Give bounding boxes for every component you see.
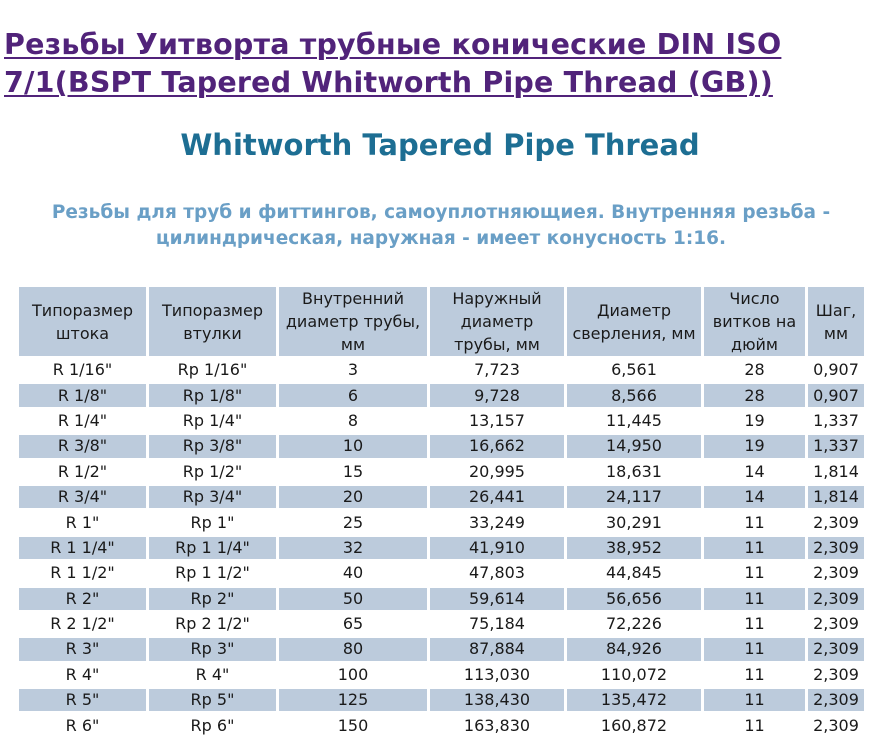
cell-drill-diameter: 160,872 — [600, 715, 668, 735]
table-row — [19, 638, 864, 660]
cell-outer-diameter: 87,884 — [430, 638, 564, 660]
cell-sleeve-size: Rp 1" — [190, 512, 235, 532]
cell-drill-diameter: 44,845 — [606, 563, 662, 583]
cell-outer-diameter: 41,910 — [430, 537, 564, 559]
cell-threads-per-inch: 11 — [744, 614, 765, 634]
cell-rod-size: R 3/8" — [19, 435, 146, 457]
cell-sleeve-size: Rp 3" — [149, 638, 276, 660]
cell-sleeve-size: Rp 5" — [149, 689, 276, 711]
cell-drill-diameter: 110,072 — [600, 664, 668, 684]
header-pitch: Шаг, мм — [808, 287, 864, 356]
cell-outer-diameter: 13,157 — [469, 410, 525, 430]
cell-rod-size: R 2" — [19, 588, 146, 610]
cell-inner-diameter: 10 — [279, 435, 427, 457]
cell-threads-per-inch: 19 — [744, 410, 765, 430]
table-row — [19, 714, 864, 736]
cell-rod-size: R 1/8" — [19, 384, 146, 406]
table-row — [19, 384, 864, 406]
cell-pitch: 2,309 — [813, 715, 859, 735]
cell-sleeve-size: Rp 2 1/2" — [175, 614, 250, 634]
cell-sleeve-size: Rp 1/8" — [149, 384, 276, 406]
cell-pitch: 2,309 — [813, 664, 859, 684]
table-row — [19, 511, 864, 533]
header-row — [19, 287, 864, 356]
table-row — [19, 689, 864, 711]
cell-outer-diameter: 16,662 — [430, 435, 564, 457]
cell-rod-size: R 2 1/2" — [50, 614, 115, 634]
cell-outer-diameter: 20,995 — [469, 461, 525, 481]
cell-sleeve-size: Rp 3/4" — [149, 486, 276, 508]
cell-outer-diameter: 47,803 — [469, 563, 525, 583]
cell-drill-diameter: 6,561 — [611, 360, 657, 380]
cell-inner-diameter: 50 — [279, 588, 427, 610]
cell-inner-diameter: 8 — [347, 410, 359, 430]
cell-sleeve-size: Rp 1 1/4" — [149, 537, 276, 559]
cell-outer-diameter: 59,614 — [430, 588, 564, 610]
cell-threads-per-inch: 11 — [744, 664, 765, 684]
cell-pitch: 1,337 — [813, 410, 859, 430]
table-row — [19, 410, 864, 432]
table-row — [19, 486, 864, 508]
header-threads-per-inch: Число витков на дюйм — [704, 287, 805, 356]
cell-rod-size: R 5" — [19, 689, 146, 711]
cell-inner-diameter: 25 — [342, 512, 364, 532]
cell-pitch: 2,309 — [808, 588, 864, 610]
cell-inner-diameter: 80 — [279, 638, 427, 660]
cell-pitch: 2,309 — [808, 689, 864, 711]
cell-threads-per-inch: 19 — [704, 435, 805, 457]
cell-inner-diameter: 150 — [337, 715, 369, 735]
cell-rod-size: R 1/2" — [57, 461, 108, 481]
thread-spec-table — [16, 284, 867, 740]
cell-drill-diameter: 135,472 — [567, 689, 701, 711]
cell-sleeve-size: Rp 6" — [190, 715, 235, 735]
cell-outer-diameter: 138,430 — [430, 689, 564, 711]
cell-threads-per-inch: 28 — [704, 384, 805, 406]
cell-threads-per-inch: 14 — [704, 486, 805, 508]
page-title[interactable]: Резьбы Уитворта трубные конические DIN ISO 7/1(BSPT Tapered Whitworth Pipe Thread (GB)) — [4, 28, 782, 99]
cell-rod-size: R 4" — [65, 664, 100, 684]
cell-threads-per-inch: 14 — [744, 461, 765, 481]
cell-inner-diameter: 15 — [342, 461, 364, 481]
cell-rod-size: R 1/16" — [52, 360, 113, 380]
cell-inner-diameter: 125 — [279, 689, 427, 711]
cell-rod-size: R 1 1/2" — [50, 563, 115, 583]
cell-threads-per-inch: 11 — [704, 689, 805, 711]
cell-threads-per-inch: 11 — [704, 588, 805, 610]
cell-drill-diameter: 30,291 — [606, 512, 662, 532]
cell-threads-per-inch: 11 — [744, 512, 765, 532]
cell-pitch: 2,309 — [808, 537, 864, 559]
cell-sleeve-size: Rp 2" — [149, 588, 276, 610]
cell-threads-per-inch: 11 — [704, 638, 805, 660]
table-row — [19, 562, 864, 584]
cell-drill-diameter: 56,656 — [567, 588, 701, 610]
cell-outer-diameter: 26,441 — [430, 486, 564, 508]
cell-drill-diameter: 8,566 — [567, 384, 701, 406]
cell-inner-diameter: 65 — [342, 614, 364, 634]
cell-pitch: 2,309 — [808, 638, 864, 660]
cell-threads-per-inch: 11 — [744, 715, 765, 735]
cell-threads-per-inch: 11 — [704, 537, 805, 559]
header-sleeve-size: Типоразмер втулки — [149, 287, 276, 356]
page-description: Резьбы для труб и фиттингов, самоуплотняющиея. Внутренняя резьба - цилиндрическая, наружная - имеет конусность 1:16. — [51, 202, 831, 249]
cell-outer-diameter: 75,184 — [469, 614, 525, 634]
table-row — [19, 613, 864, 635]
cell-sleeve-size: Rp 3/8" — [149, 435, 276, 457]
cell-drill-diameter: 24,117 — [567, 486, 701, 508]
cell-sleeve-size: R 4" — [195, 664, 230, 684]
table-row — [19, 537, 864, 559]
cell-rod-size: R 1 1/4" — [19, 537, 146, 559]
cell-pitch: 1,814 — [813, 461, 859, 481]
cell-inner-diameter: 6 — [279, 384, 427, 406]
cell-outer-diameter: 113,030 — [463, 664, 531, 684]
cell-sleeve-size: Rp 1/2" — [182, 461, 243, 481]
table-row — [19, 435, 864, 457]
cell-rod-size: R 3/4" — [19, 486, 146, 508]
cell-drill-diameter: 38,952 — [567, 537, 701, 559]
cell-drill-diameter: 11,445 — [606, 410, 662, 430]
cell-inner-diameter: 20 — [279, 486, 427, 508]
cell-inner-diameter: 3 — [347, 360, 359, 380]
cell-outer-diameter: 7,723 — [474, 360, 520, 380]
page-subtitle: Whitworth Tapered Pipe Thread — [180, 128, 700, 162]
cell-drill-diameter: 72,226 — [606, 614, 662, 634]
header-rod-size: Типоразмер штока — [19, 287, 146, 356]
cell-rod-size: R 1/4" — [57, 410, 108, 430]
cell-inner-diameter: 32 — [279, 537, 427, 559]
cell-pitch: 0,907 — [813, 360, 859, 380]
cell-pitch: 2,309 — [813, 512, 859, 532]
cell-rod-size: R 3" — [19, 638, 146, 660]
cell-pitch: 2,309 — [813, 563, 859, 583]
table-row — [19, 588, 864, 610]
cell-pitch: 1,337 — [808, 435, 864, 457]
cell-pitch: 2,309 — [813, 614, 859, 634]
table-row — [19, 664, 864, 686]
header-outer-diameter: Наружный диаметр трубы, мм — [430, 287, 564, 356]
header-inner-diameter: Внутренний диаметр трубы, мм — [279, 287, 427, 356]
cell-pitch: 1,814 — [808, 486, 864, 508]
cell-drill-diameter: 18,631 — [606, 461, 662, 481]
cell-outer-diameter: 9,728 — [430, 384, 564, 406]
cell-drill-diameter: 84,926 — [567, 638, 701, 660]
cell-drill-diameter: 14,950 — [567, 435, 701, 457]
cell-threads-per-inch: 11 — [744, 563, 765, 583]
cell-sleeve-size: Rp 1/4" — [182, 410, 243, 430]
cell-rod-size: R 1" — [65, 512, 100, 532]
cell-inner-diameter: 100 — [337, 664, 369, 684]
table-body — [19, 359, 864, 737]
header-drill-diameter: Диаметр сверления, мм — [567, 287, 701, 356]
cell-rod-size: R 6" — [65, 715, 100, 735]
cell-inner-diameter: 40 — [342, 563, 364, 583]
cell-sleeve-size: Rp 1/16" — [177, 360, 248, 380]
cell-sleeve-size: Rp 1 1/2" — [175, 563, 250, 583]
cell-pitch: 0,907 — [808, 384, 864, 406]
cell-outer-diameter: 163,830 — [463, 715, 531, 735]
cell-threads-per-inch: 28 — [744, 360, 765, 380]
table-row — [19, 359, 864, 381]
table-row — [19, 461, 864, 483]
cell-outer-diameter: 33,249 — [469, 512, 525, 532]
table-header — [19, 287, 864, 356]
